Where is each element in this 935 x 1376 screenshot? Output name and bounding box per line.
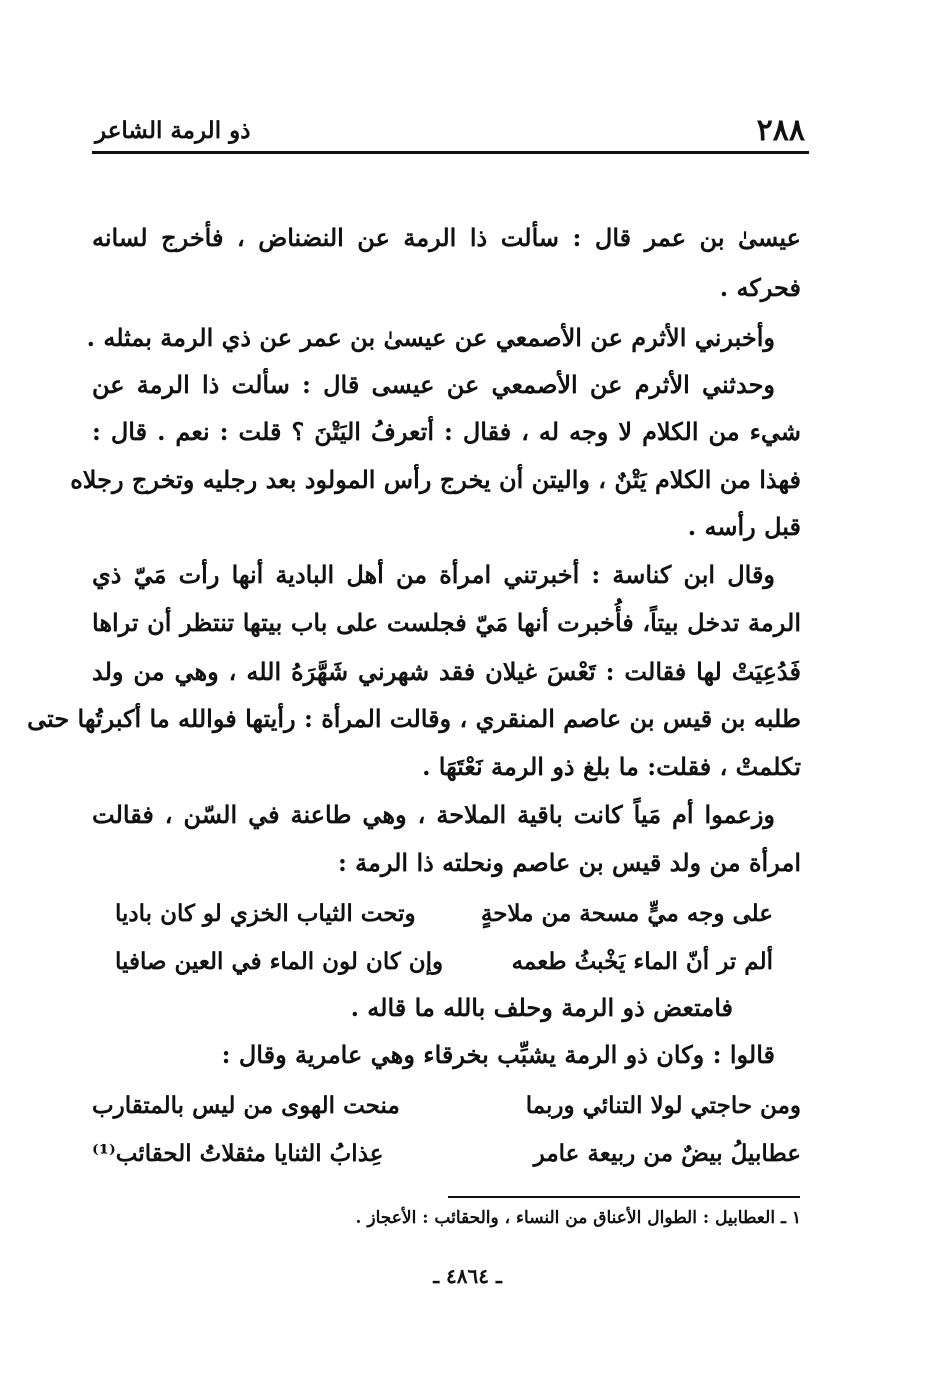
verse-hemistich: منحت الهوى من ليس بالمتقارب [92,1092,400,1119]
verse-hemistich: ومن حاجتي لولا التنائي وربما [525,1092,801,1119]
folio-number: ـ ٤٨٦٤ ـ [433,1264,502,1288]
body-line: قالوا : وكان ذو الرمة يشبِّب بخرقاء وهي عامرية وقال : [221,1040,775,1069]
body-line: طلبه بن قيس بن عاصم المنقري ، وقالت المرأة : رأيتها فوالله ما أكبرتُها حتى [27,704,801,733]
footnote: ١ ـ العطابيل : الطوال الأعناق من النساء ، والحقائب : الأعجاز . [355,1208,801,1228]
footnote-rule [448,1196,800,1198]
body-line: فهذا من الكلام يَتْنٌ ، واليتن أن يخرج رأس المولود بعد رجليه وتخرج رجلاه [70,465,801,494]
body-line: وزعموا أم مَياً كانت باقية الملاحة ، وهي طاعنة في السّن ، فقالت [92,800,775,829]
verse-line [115,900,773,927]
running-title: ذو الرمة الشاعر [95,116,251,144]
body-line: شيء من الكلام لا وجه له ، فقال : أتعرفُ اليَتْنَ ؟ قلت : نعم . قال : [92,417,802,446]
verse-hemistich: عِذابُ الثنايا مثقلاتُ الحقائب⁽¹⁾ [92,1140,384,1167]
verse-line [115,948,773,975]
verse-hemistich: ألم تر أنّ الماء يَخْبثُ طعمه [511,948,773,975]
body-line: وأخبرني الأثرم عن الأصمعي عن عيسىٰ بن عمر عن ذي الرمة بمثله . [86,323,775,352]
page-number: ٢٨٨ [756,112,805,148]
body-line: فَدُعِيَتْ لها فقالت : تَعْسَ غيلان فقد شهرني شَهَّرَهُ الله ، وهي من ولد [92,657,801,686]
verse-line [92,1140,801,1167]
body-line: عيسىٰ بن عمر قال : سألت ذا الرمة عن النضناض ، فأخرج لسانه [92,223,801,252]
verse-line [92,1092,801,1119]
verse-hemistich: على وجه ميٍّ مسحة من ملاحةٍ [480,900,773,927]
header-rule [92,151,809,154]
verse-hemistich: وتحت الثياب الخزي لو كان باديا [115,900,416,927]
body-line: وحدثني الأثرم عن الأصمعي عن عيسى قال : سألت ذا الرمة عن [92,370,775,399]
body-line: فحركه . [719,273,801,302]
body-line: قبل رأسه . [687,512,801,541]
body-line: امرأة من ولد قيس بن عاصم ونحلته ذا الرمة : [337,848,801,877]
verse-hemistich: وإن كان لون الماء في العين صافيا [115,948,444,975]
body-line: وقال ابن كناسة : أخبرتني امرأة من أهل البادية أنها رأت مَيّ ذي [92,560,775,589]
page-header [95,108,805,152]
body-line: فامتعض ذو الرمة وحلف بالله ما قاله . [350,993,733,1022]
body-line: تكلمتْ ، فقلت: ما بلغ ذو الرمة نَعْتَهَا . [422,752,801,781]
body-line: الرمة تدخل بيتاً، فأُخبرت أنها مَيّ فجلست على باب بيتها تنتظر أن تراها [92,608,801,637]
verse-hemistich: عطابيلُ بيضٌ من ربيعة عامر [533,1140,801,1167]
